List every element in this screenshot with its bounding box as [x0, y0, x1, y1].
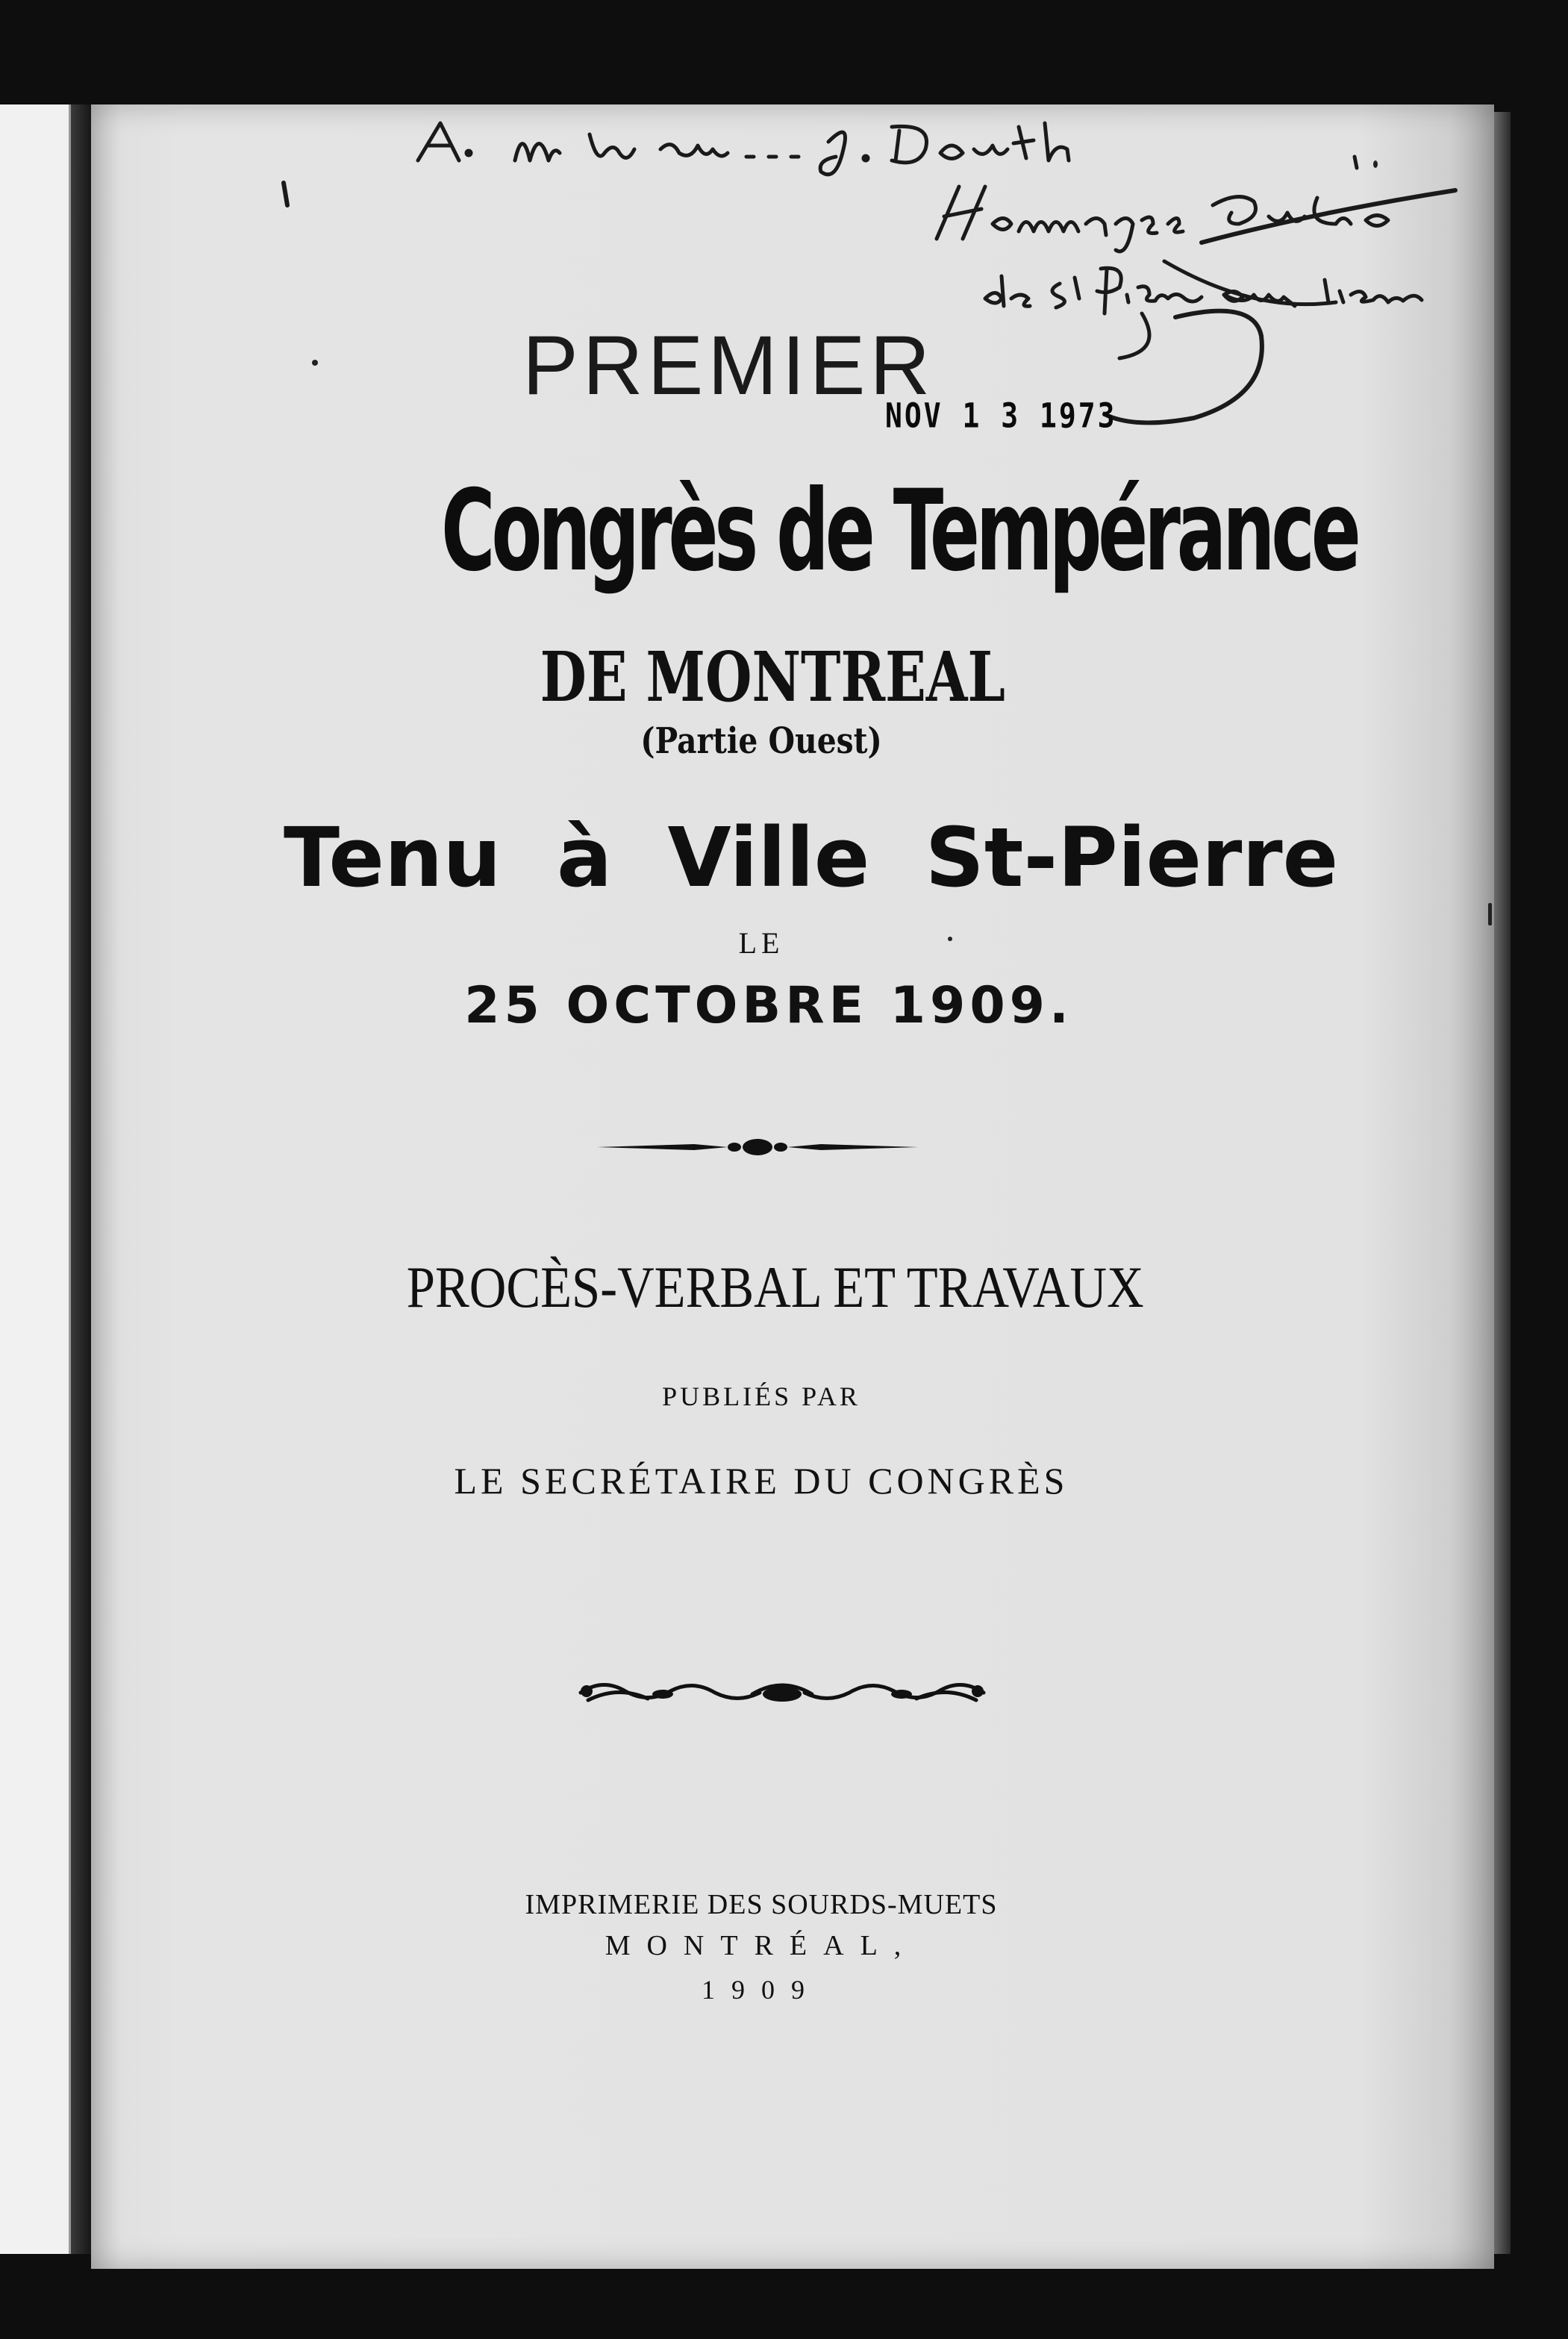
heading-proces-verbal: PROCÈS-VERBAL ET TRAVAUX	[406, 1255, 1144, 1320]
scan-speck	[312, 360, 318, 366]
heading-tenu-location: Tenu à Ville St-Pierre	[284, 810, 1339, 905]
divider-ornament	[597, 1128, 918, 1166]
heading-date: 25 OCTOBRE 1909.	[464, 976, 1073, 1035]
date-stamp: NOV 1 3 1973	[885, 396, 1117, 436]
heading-partie-ouest: (Partie Ouest)	[640, 720, 882, 762]
imprint-printer: IMPRIMERIE DES SOURDS-MUETS	[525, 1889, 998, 1920]
facing-leaf	[0, 104, 71, 2254]
heading-premier: PREMIER	[522, 319, 935, 412]
flourish-ornament	[573, 1670, 991, 1715]
page-edge-shadow	[1494, 112, 1511, 2254]
book-gutter	[71, 104, 92, 2254]
scan-speck	[1373, 160, 1378, 168]
imprint-city: MONTRÉAL,	[605, 1930, 918, 1961]
scan-speck	[948, 937, 952, 941]
heading-de-montreal: DE MONTREAL	[540, 637, 1005, 717]
heading-secretaire: LE SECRÉTAIRE DU CONGRÈS	[454, 1460, 1069, 1502]
scan-speck	[1488, 903, 1492, 925]
heading-le: LE	[738, 926, 784, 960]
heading-congres: Congrès de Tempérance	[441, 466, 1358, 596]
heading-publies-par: PUBLIÉS PAR	[662, 1381, 860, 1411]
imprint-year: 1909	[702, 1975, 821, 2005]
